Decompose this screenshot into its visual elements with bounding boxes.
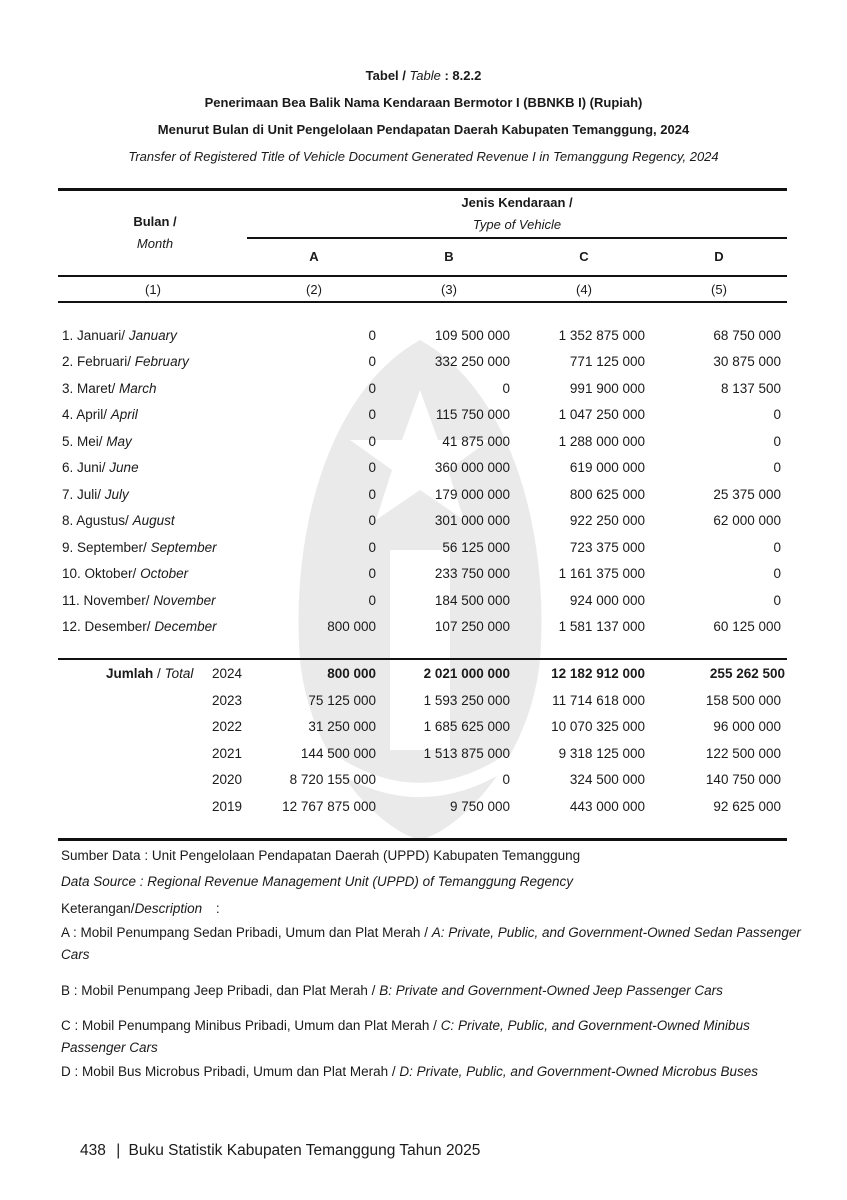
value-b: 56 125 000	[442, 540, 510, 555]
total-b: 0	[502, 772, 510, 787]
total-d: 255 262 500	[709, 666, 785, 681]
value-c: 922 250 000	[569, 513, 645, 528]
value-a: 800 000	[327, 619, 376, 634]
table-label: Tabel /	[365, 68, 406, 83]
month-label: 7. Juli/ July	[62, 487, 129, 502]
value-d: 0	[773, 434, 781, 449]
month-label: 10. Oktober/ October	[62, 566, 189, 581]
value-a: 0	[368, 487, 376, 502]
total-b: 1 513 875 000	[423, 746, 510, 761]
col-header-b: B	[444, 249, 454, 264]
col-number-3: (3)	[441, 282, 457, 297]
value-b: 179 000 000	[434, 487, 510, 502]
total-c: 9 318 125 000	[558, 746, 645, 761]
description-d: D : Mobil Bus Microbus Pribadi, Umum dan Plat Merah / D: Private, Public, and Government-Owned Microbus Buses	[61, 1064, 759, 1079]
total-a: 800 000	[327, 666, 376, 681]
value-d: 68 750 000	[713, 328, 781, 343]
total-a: 144 500 000	[300, 746, 376, 761]
value-a: 0	[368, 328, 376, 343]
month-label: 2. Februari/ February	[62, 354, 189, 369]
month-header: Bulan /	[133, 214, 177, 229]
vehicle-type-header-en: Type of Vehicle	[472, 217, 562, 232]
source-note-en: Data Source : Regional Revenue Management Unit (UPPD) of Temanggung Regency	[61, 874, 574, 889]
month-label: 5. Mei/ May	[62, 434, 132, 449]
total-d: 122 500 000	[705, 746, 781, 761]
total-a: 12 767 875 000	[282, 799, 376, 814]
value-c: 771 125 000	[569, 354, 645, 369]
value-d: 0	[773, 593, 781, 608]
year-label: 2020	[212, 772, 243, 787]
vehicle-type-header: Jenis Kendaraan /	[461, 195, 573, 210]
value-c: 619 000 000	[569, 460, 645, 475]
month-label: 12. Desember/ December	[62, 619, 217, 634]
total-a: 31 250 000	[308, 719, 376, 734]
total-b: 2 021 000 000	[423, 666, 510, 681]
value-c: 723 375 000	[569, 540, 645, 555]
value-d: 30 875 000	[713, 354, 781, 369]
vehicle-header-rule	[247, 237, 787, 239]
value-c: 1 581 137 000	[558, 619, 645, 634]
value-a: 0	[368, 540, 376, 555]
month-label: 6. Juni/ June	[62, 460, 139, 475]
value-b: 107 250 000	[434, 619, 510, 634]
value-b: 41 875 000	[442, 434, 510, 449]
month-label: 1. Januari/ January	[62, 328, 177, 343]
month-label: 4. April/ April	[62, 407, 138, 422]
table-title-en: Transfer of Registered Title of Vehicle Document Generated Revenue I in Temanggung Regency, 2024	[128, 149, 719, 164]
page-number: 438	[80, 1142, 106, 1159]
year-label: 2024	[212, 666, 243, 681]
value-c: 1 047 250 000	[558, 407, 645, 422]
value-a: 0	[368, 566, 376, 581]
total-d: 158 500 000	[705, 693, 781, 708]
table-number-line	[0, 68, 847, 83]
total-b: 1 685 625 000	[423, 719, 510, 734]
value-b: 233 750 000	[434, 566, 510, 581]
col-number-2: (2)	[306, 282, 322, 297]
value-a: 0	[368, 460, 376, 475]
description-c: C : Mobil Penumpang Minibus Pribadi, Umum dan Plat Merah / C: Private, Public, and Government-Owned Minibus Passenger Cars	[61, 1018, 750, 1055]
value-b: 184 500 000	[434, 593, 510, 608]
total-d: 140 750 000	[705, 772, 781, 787]
month-label: 8. Agustus/ August	[62, 513, 175, 528]
table-title-line1: Penerimaan Bea Balik Nama Kendaraan Bermotor I (BBNKB I) (Rupiah)	[204, 95, 643, 110]
column-number-rule	[58, 301, 787, 303]
value-d: 60 125 000	[713, 619, 781, 634]
total-a: 75 125 000	[308, 693, 376, 708]
total-c: 11 714 618 000	[552, 693, 645, 708]
month-label: 9. September/ September	[62, 540, 217, 555]
month-header-en: Month	[136, 236, 174, 251]
total-d: 96 000 000	[713, 719, 781, 734]
value-b: 109 500 000	[434, 328, 510, 343]
value-c: 800 625 000	[569, 487, 645, 502]
page-footer	[80, 1142, 480, 1160]
value-c: 1 161 375 000	[558, 566, 645, 581]
total-label: Jumlah / Total	[106, 666, 194, 681]
total-a: 8 720 155 000	[289, 772, 376, 787]
value-b: 360 000 000	[434, 460, 510, 475]
value-c: 1 352 875 000	[558, 328, 645, 343]
column-header-rule	[58, 275, 787, 277]
description-a: A : Mobil Penumpang Sedan Pribadi, Umum dan Plat Merah / A: Private, Public, and Government-Owned Sedan Passenger Cars	[61, 925, 801, 962]
value-d: 25 375 000	[713, 487, 781, 502]
col-number-4: (4)	[576, 282, 592, 297]
total-b: 1 593 250 000	[423, 693, 510, 708]
source-note: Sumber Data : Unit Pengelolaan Pendapatan Daerah (UPPD) Kabupaten Temanggung	[61, 848, 581, 863]
col-header-a: A	[309, 249, 319, 264]
total-d: 92 625 000	[713, 799, 781, 814]
footer-separator: |	[116, 1142, 121, 1159]
col-number-5: (5)	[711, 282, 727, 297]
value-a: 0	[368, 434, 376, 449]
table-label-en: Table	[409, 68, 441, 83]
table-bottom-rule	[58, 838, 787, 841]
year-label: 2021	[212, 746, 243, 761]
value-b: 332 250 000	[434, 354, 510, 369]
value-d: 0	[773, 540, 781, 555]
col-header-d: D	[714, 249, 724, 264]
value-b: 115 750 000	[435, 407, 510, 422]
year-label: 2023	[212, 693, 243, 708]
value-d: 0	[773, 407, 781, 422]
description-label: Keterangan/Description :	[61, 901, 220, 916]
value-b: 0	[502, 381, 510, 396]
month-label: 11. November/ November	[62, 593, 216, 608]
col-header-c: C	[579, 249, 589, 264]
total-c: 324 500 000	[569, 772, 645, 787]
value-a: 0	[368, 513, 376, 528]
value-a: 0	[368, 381, 376, 396]
total-c: 12 182 912 000	[551, 666, 645, 681]
value-d: 0	[773, 566, 781, 581]
value-a: 0	[368, 354, 376, 369]
year-label: 2019	[212, 799, 243, 814]
value-c: 924 000 000	[569, 593, 645, 608]
table-title-line2: Menurut Bulan di Unit Pengelolaan Pendapatan Daerah Kabupaten Temanggung, 2024	[157, 122, 690, 137]
col-number-1: (1)	[145, 282, 161, 297]
total-c: 10 070 325 000	[551, 719, 645, 734]
year-label: 2022	[212, 719, 243, 734]
total-separator-rule	[58, 658, 787, 660]
table-number: : 8.2.2	[444, 68, 482, 83]
value-a: 0	[368, 407, 376, 422]
value-c: 991 900 000	[569, 381, 645, 396]
month-label: 3. Maret/ March	[62, 381, 157, 396]
total-b: 9 750 000	[449, 799, 510, 814]
value-c: 1 288 000 000	[558, 434, 645, 449]
value-d: 0	[773, 460, 781, 475]
table-top-rule	[58, 188, 787, 191]
value-d: 62 000 000	[713, 513, 781, 528]
value-b: 301 000 000	[434, 513, 510, 528]
book-title: Buku Statistik Kabupaten Temanggung Tahun 2025	[128, 1142, 481, 1159]
value-a: 0	[368, 593, 376, 608]
description-b: B : Mobil Penumpang Jeep Pribadi, dan Plat Merah / B: Private and Government-Owned Jeep Passenger Cars	[61, 983, 723, 998]
value-d: 8 137 500	[720, 381, 781, 396]
total-c: 443 000 000	[569, 799, 645, 814]
